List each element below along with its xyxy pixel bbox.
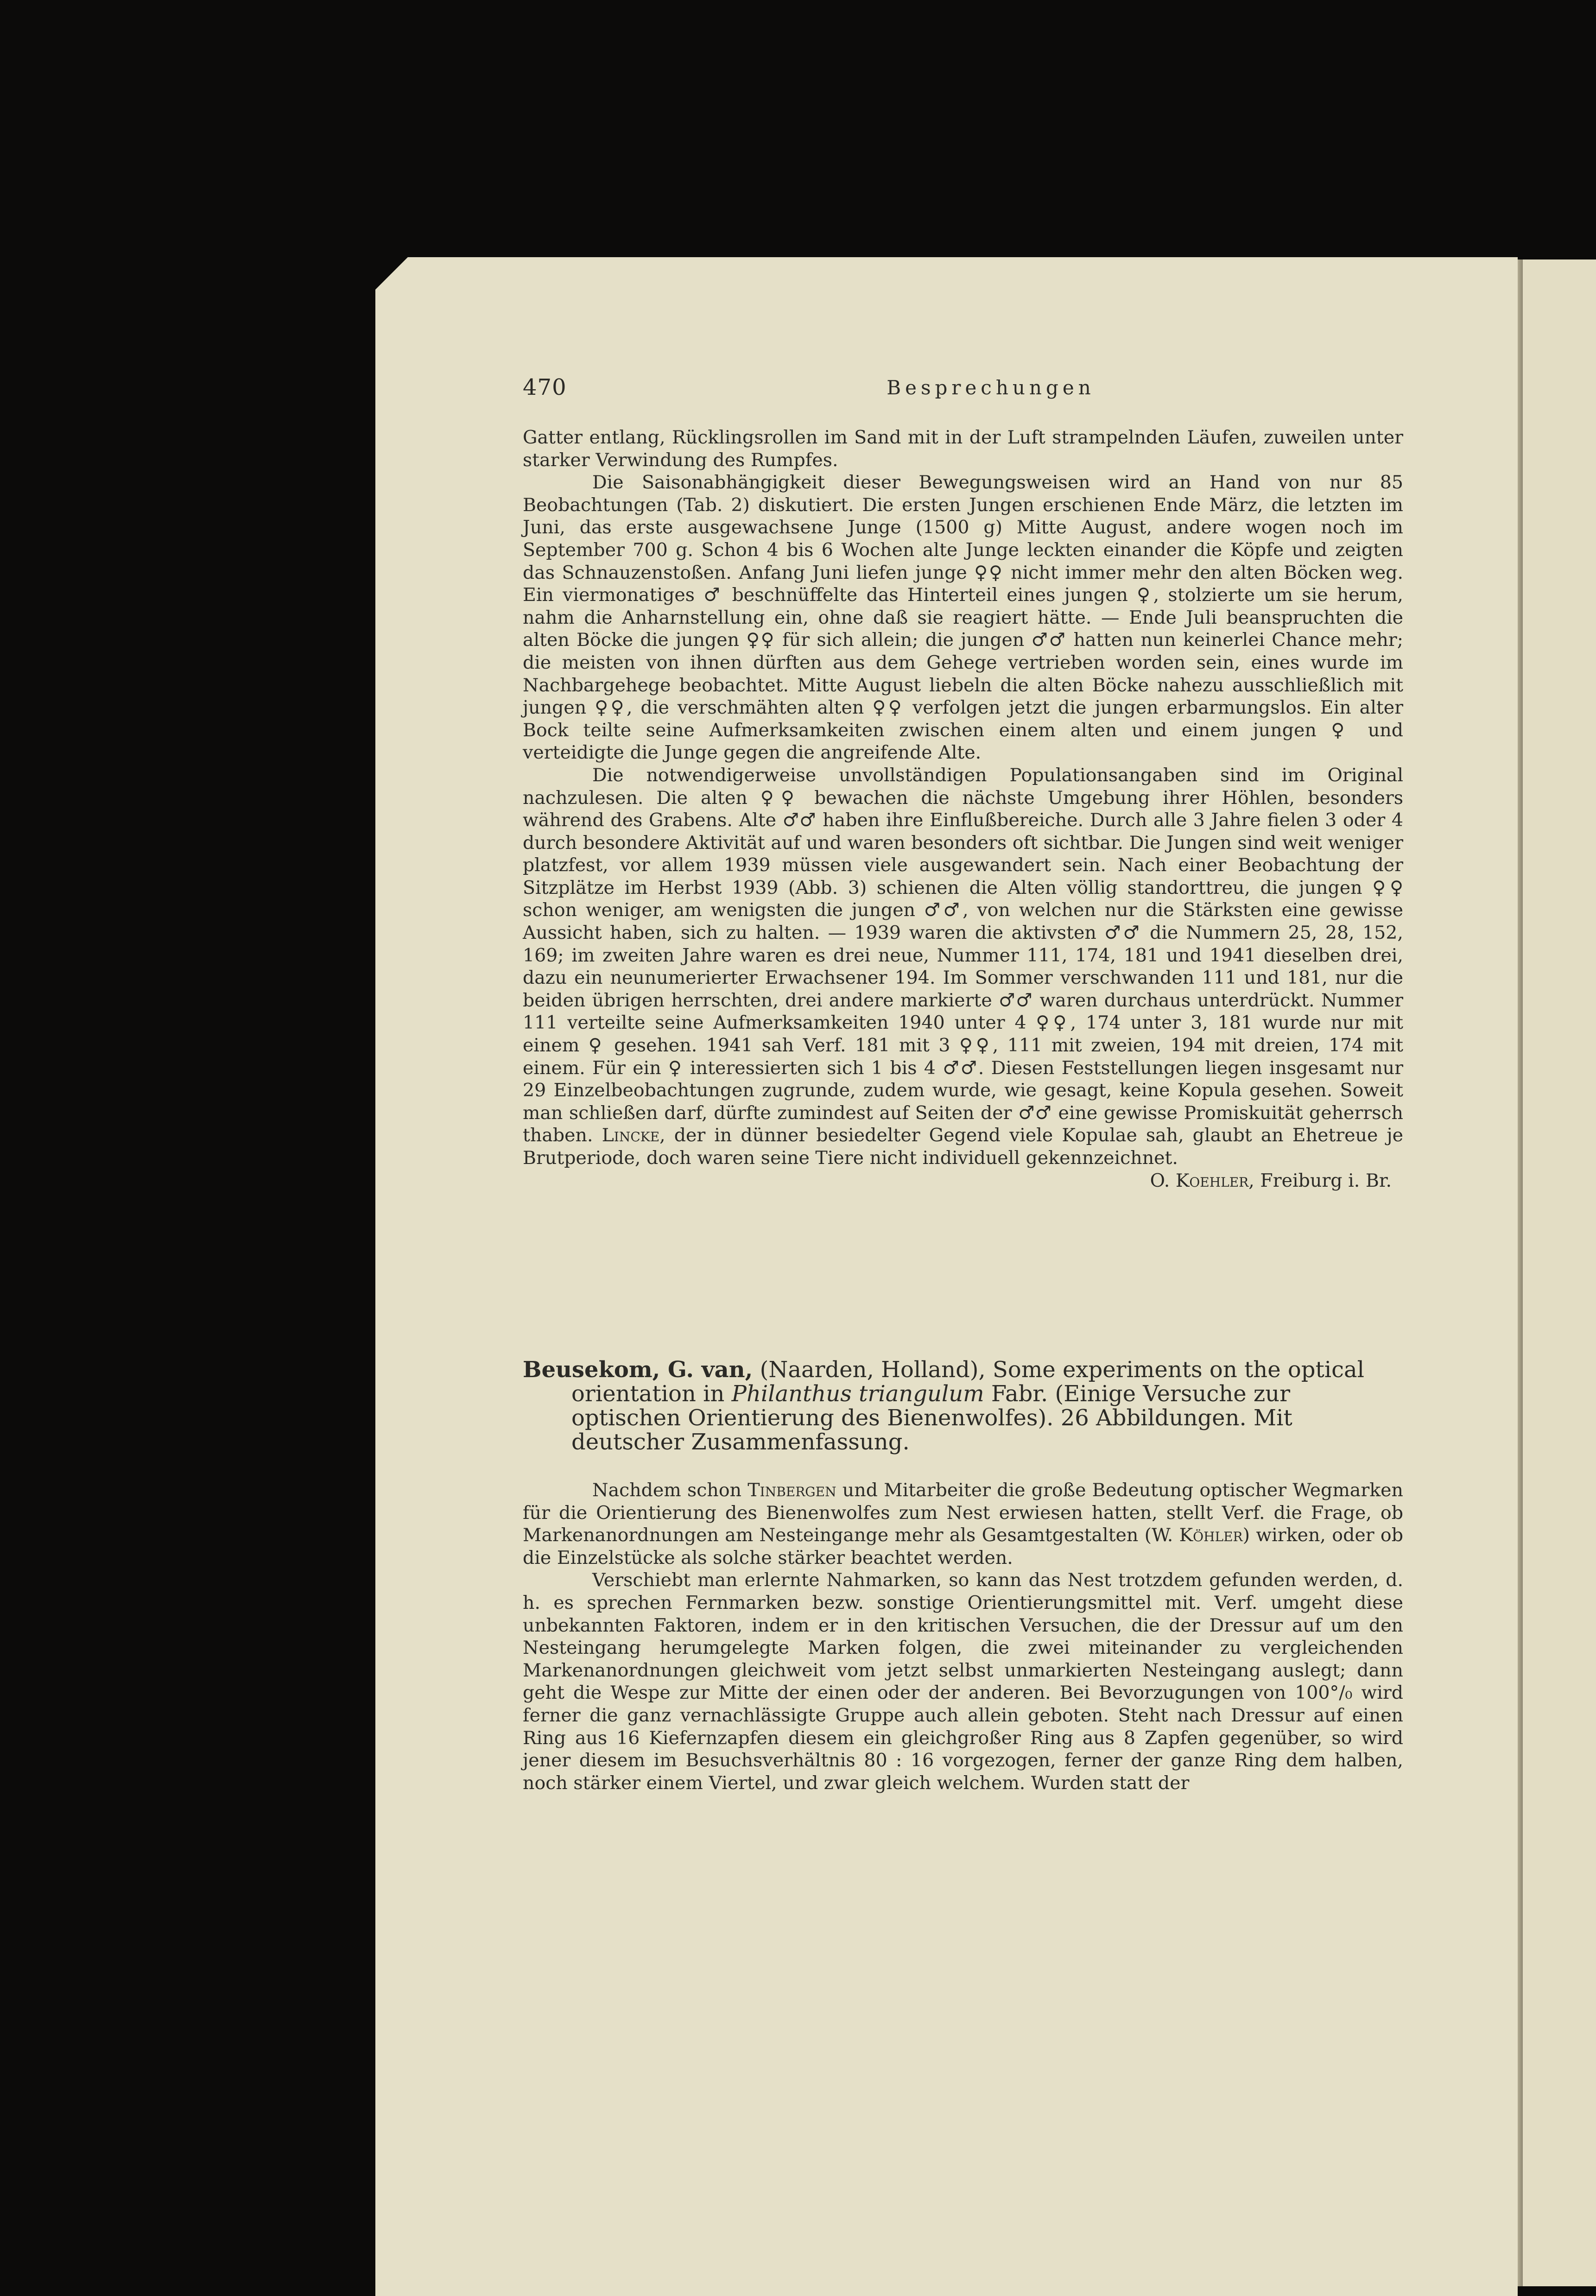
reviewer-name: Koehler [1175,1170,1249,1191]
running-head: Besprechungen [887,376,1095,399]
review-author: Beusekom, G. van, [523,1357,753,1383]
review-beusekom [523,1358,1403,1794]
paragraph-text: , der in dünner besiedelter Gegend viele Kopulae sah, glaubt an Ehetreue je Brutperiode, doch waren seine Tiere nicht individuell gekennzeichnet. [523,1125,1404,1169]
page-number: 470 [523,374,567,400]
paragraph [523,764,1403,1170]
reviewer-signature [523,1170,1403,1192]
review-title-text: (Naarden, Holland), Some experiments on the optical orientation in [571,1357,1364,1407]
paragraph [523,1479,1403,1569]
review-heading [523,1358,1403,1454]
review-body [523,1479,1403,1794]
review-title-text: Fabr. (Einige Versuche zur optischen Orientierung des Bienenwolfes). 26 Abbildungen. Mit deutscher Zusammenfassung. [571,1381,1292,1455]
paragraph-text: und Mitarbeiter die große Bedeutung optischer Wegmarken für die Orientierung des Bienenwolfes zum Nest erwiesen hatten, stellt Verf. die Frage, ob Markenanordnungen am Nesteingange mehr als Gesamtgestalten (W. [523,1480,1403,1546]
percent-sign: °/₀ [1330,1682,1353,1704]
paragraph: Gatter entlang, Rücklingsrollen im Sand mit in der Luft strampelnden Läufen, zuweilen unter starker Verwindung des Rumpfes. [523,427,1403,471]
reviewer-initial: O. [1150,1170,1170,1191]
paragraph-text: wird ferner die ganz vernachlässigte Gruppe auch allein geboten. Steht nach Dressur auf einen Ring aus 16 Kiefernzapfen diesem ein gleichgroßer Ring aus 8 Zapfen gegenüber, so wird jener diesem im Besuchsverhältnis 80 : 16 vorgezogen, ferner der ganze Ring dem halben, noch stärker einem Viertel, und zwar gleich welchem. Wurden statt der [523,1682,1403,1794]
species-name: Philanthus triangulum [731,1381,984,1407]
paragraph-text: ) wirken, oder ob die Einzelstücke als solche stärker beachtet werden. [523,1524,1403,1569]
page-header [523,374,1403,407]
paragraph-text: Nachdem schon [592,1480,748,1501]
review-koehler [523,426,1403,1192]
reviewer-place: , Freiburg i. Br. [1248,1170,1392,1191]
cited-author: Köhler [1179,1524,1243,1546]
paragraph-text: Die notwendigerweise unvollständigen Populationsangaben sind im Original nachzulesen. Die alten ♀♀ bewachen die nächste Umgebung ihrer Höhlen, besonders während des Grabens. Alte ♂♂ haben ihre Einflußbereiche. Durch alle 3 Jahre fielen 3 oder 4 durch besondere Aktivität auf und waren besonders oft sichtbar. Die Jungen sind weit weniger platzfest, vor allem 1939 müssen viele ausgewandert sein. Nach einer Beobachtung der Sitzplätze im Herbst 1939 (Abb. 3) schienen die Alten völlig standorttreu, die jungen ♀♀ schon weniger, am wenigsten die jungen ♂♂, von welchen nur die Stärksten eine gewisse Aussicht haben, sich zu halten. — 1939 waren die aktivsten ♂♂ die Nummern 25, 28, 152, 169; im zweiten Jahre waren es drei neue, Nummer 111, 174, 181 und 1941 dieselben drei, dazu ein neunumerierter Erwachsener 194. Im Sommer verschwanden 111 und 181, nur die beiden übrigen herrschten, drei andere markierte ♂♂ waren durchaus unterdrückt. Nummer 111 verteilte seine Aufmerksamkeiten 1940 unter 4 ♀♀, 174 unter 3, 181 wurde nur mit einem ♀ gesehen. 1941 sah Verf. 181 mit 3 ♀♀, 111 mit zweien, 194 mit dreien, 174 mit einem. Für ein ♀ interessierten sich 1 bis 4 ♂♂. Diesen Feststellungen liegen insgesamt nur 29 Einzelbeobachtungen zugrunde, zudem wurde, wie gesagt, keine Kopula gesehen. Soweit man schließen darf, dürfte zumindest auf Seiten der ♂♂ eine gewisse Promiskuität geherrsch thaben. [523,764,1403,1146]
cited-author: Tinbergen [747,1480,836,1501]
paragraph [523,1569,1403,1794]
cited-author: Lincke [602,1125,660,1146]
paragraph: Die Saisonabhängigkeit dieser Bewegungsweisen wird an Hand von nur 85 Beobachtungen (Tab. 2) diskutiert. Die ersten Jungen erschienen Ende März, die letzten im Juni, das erste ausgewachsene Junge (1500 g) Mitte August, andere wogen noch im September 700 g. Schon 4 bis 6 Wochen alte Junge leckten einander die Köpfe und zeigten das Schnauzenstoßen. Anfang Juni liefen junge ♀♀ nicht immer mehr den alten Böcken weg. Ein viermonatiges ♂ beschnüffelte das Hinterteil eines jungen ♀, stolzierte um sie herum, nahm die Anharnstellung ein, ohne daß sie reagiert hätte. — Ende Juli beanspruchten die alten Böcke die jungen ♀♀ für sich allein; die jungen ♂♂ hatten nun keinerlei Chance mehr; die meisten von ihnen dürften aus dem Gehege vertrieben worden sein, eines wurde im Nachbargehege beobachtet. Mitte August liebeln die alten Böcke nahezu ausschließlich mit jungen ♀♀, die verschmähten alten ♀♀ verfolgen jetzt die jungen erbarmungslos. Ein alter Bock teilte seine Aufmerksamkeiten zwischen einem alten und einem jungen ♀ und verteidigte die Junge gegen die angreifende Alte. [523,472,1403,764]
adjacent-page-edge [1523,259,1596,2286]
paragraph-text: Verschiebt man erlernte Nahmarken, so kann das Nest trotzdem gefunden werden, d. h. es sprechen Fernmarken bezw. sonstige Orientierungsmittel mit. Verf. umgeht diese unbekannten Faktoren, indem er in den kritischen Versuchen, die der Dressur auf um den Nesteingang herumgelegte Marken folgen, die zwei miteinander zu vergleichenden Markenanordnungen gleichweit vom jetzt selbst unmarkierten Nesteingang auslegt; dann geht die Wespe zur Mitte der einen oder der anderen. Bei Bevorzugungen von 100 [523,1569,1403,1704]
